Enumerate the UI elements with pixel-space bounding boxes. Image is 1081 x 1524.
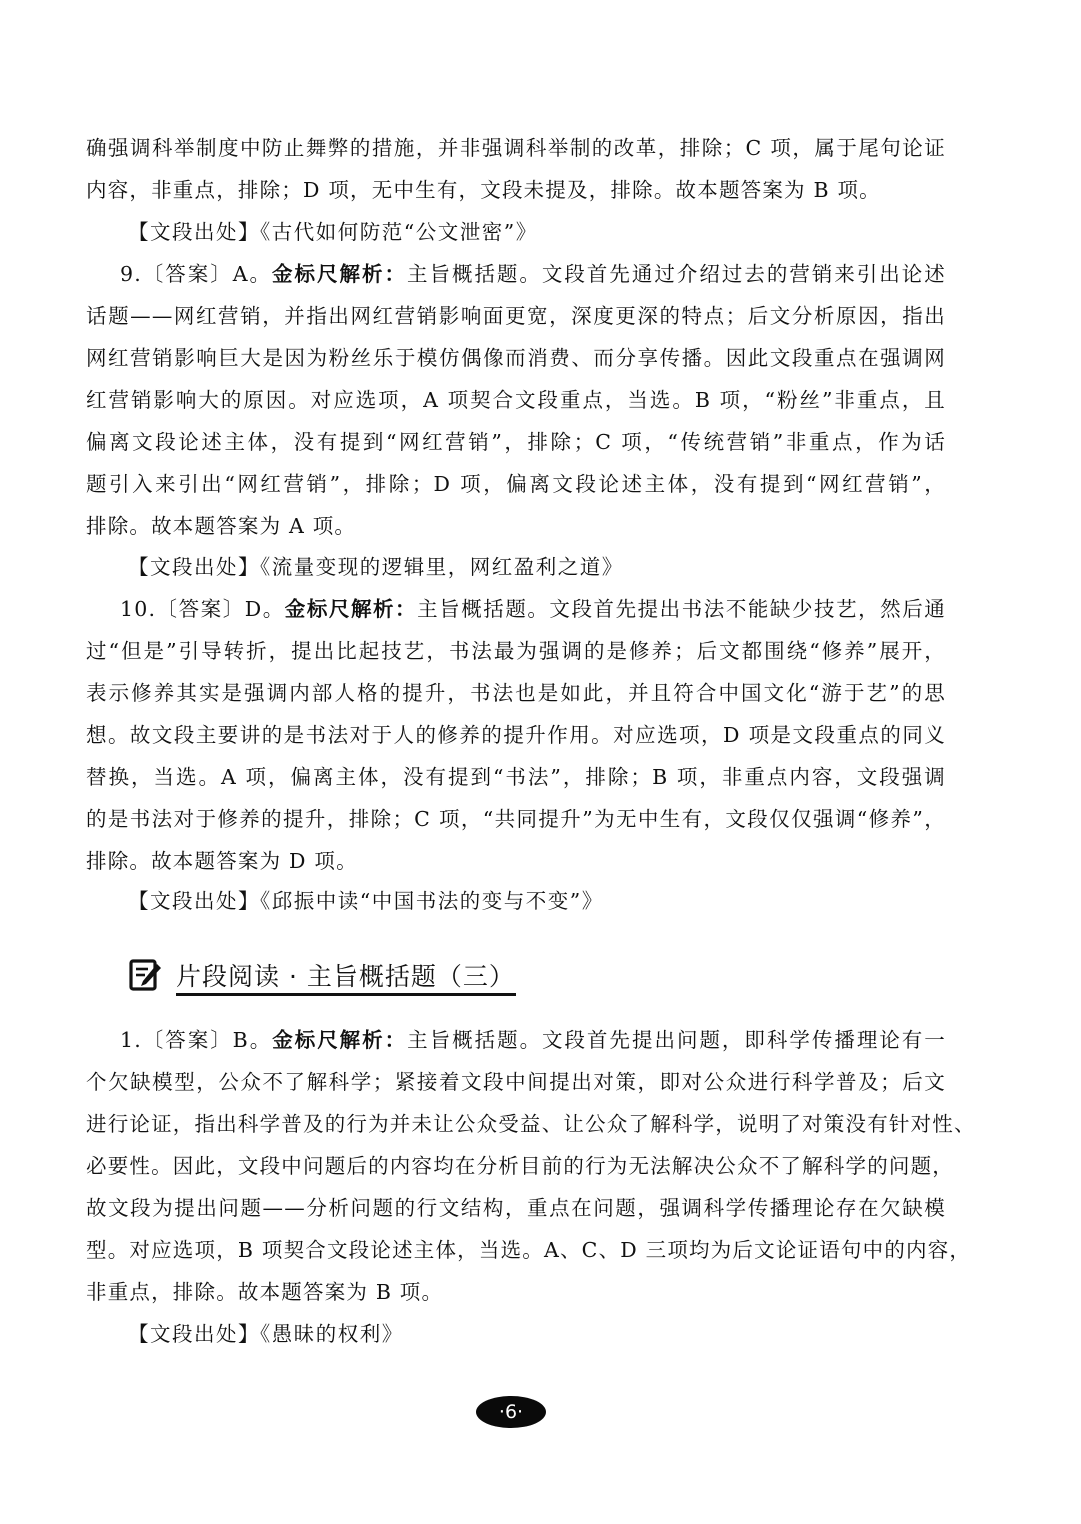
source-citation: 【文段出处】《流量变现的逻辑里，网红盈利之道》 — [128, 555, 624, 579]
analysis-label: 金标尺解析： — [284, 597, 418, 621]
text-line: 必要性。因此，文段中问题后的内容均在分析目前的行为无法解决公众不了解科学的问题， — [86, 1154, 954, 1178]
text-span: 主旨概括题。文段首先提出书法不能缺少技艺，然后通 — [417, 597, 946, 621]
source-citation: 【文段出处】《古代如何防范“公文泄密”》 — [128, 220, 538, 244]
answer-heading-9 — [120, 260, 946, 288]
text-line: 题引入来引出“网红营销”，排除；D 项，偏离文段论述主体，没有提到“网红营销”， — [86, 472, 946, 496]
text-line: 内容，非重点，排除；D 项，无中生有，文段未提及，排除。故本题答案为 B 项。 — [86, 178, 881, 202]
answer-prefix: 1.〔答案〕B。 — [120, 1028, 273, 1052]
answer-prefix: 10.〔答案〕D。 — [120, 597, 285, 621]
answer-prefix: 9.〔答案〕A。 — [120, 262, 273, 286]
text-line: 确强调科举制度中防止舞弊的措施，并非强调科举制的改革，排除；C 项，属于尾句论证 — [86, 136, 946, 160]
answer-heading-1 — [120, 1026, 946, 1054]
text-line: 想。故文段主要讲的是书法对于人的修养的提升作用。对应选项，D 项是文段重点的同义 — [86, 723, 946, 747]
text-line: 型。对应选项，B 项契合文段论述主体，当选。A、C、D 三项均为后文论证语句中的内容， — [86, 1238, 972, 1262]
heading-underline — [176, 993, 516, 996]
edit-note-icon — [128, 958, 162, 992]
page-number: ·6· — [476, 1396, 546, 1428]
text-line: 偏离文段论述主体，没有提到“网红营销”，排除；C 项，“传统营销”非重点，作为话 — [86, 430, 946, 454]
text-line: 的是书法对于修养的提升，排除；C 项，“共同提升”为无中生有，文段仅仅强调“修养”， — [86, 807, 946, 831]
text-line: 表示修养其实是强调内部人格的提升，书法也是如此，并且符合中国文化“游于艺”的思 — [86, 681, 946, 705]
text-span: 主旨概括题。文段首先通过介绍过去的营销来引出论述 — [406, 262, 946, 286]
section-title: 片段阅读 · 主旨概括题（三） — [176, 962, 515, 991]
text-line: 替换，当选。A 项，偏离主体，没有提到“书法”，排除；B 项，非重点内容，文段强调 — [86, 765, 946, 789]
text-line: 进行论证，指出科学普及的行为并未让公众受益、让公众了解科学，说明了对策没有针对性、 — [86, 1112, 976, 1136]
section-heading — [128, 953, 515, 997]
text-line: 非重点，排除。故本题答案为 B 项。 — [86, 1280, 444, 1304]
text-line: 红营销影响大的原因。对应选项，A 项契合文段重点，当选。B 项，“粉丝”非重点，且 — [86, 388, 946, 412]
text-line: 话题——网红营销，并指出网红营销影响面更宽，深度更深的特点；后文分析原因，指出 — [86, 304, 946, 328]
text-line: 故文段为提出问题——分析问题的行文结构，重点在问题，强调科学传播理论存在欠缺模 — [86, 1196, 946, 1220]
text-line: 网红营销影响巨大是因为粉丝乐于模仿偶像而消费、而分享传播。因此文段重点在强调网 — [86, 346, 946, 370]
analysis-label: 金标尺解析： — [272, 262, 407, 286]
answer-heading-10 — [120, 595, 946, 623]
text-line: 个欠缺模型，公众不了解科学；紧接着文段中间提出对策，即对公众进行科学普及；后文 — [86, 1070, 946, 1094]
text-span: 主旨概括题。文段首先提出问题，即科学传播理论有一 — [407, 1028, 946, 1052]
text-line: 过“但是”引导转折，提出比起技艺，书法最为强调的是修养；后文都围绕“修养”展开， — [86, 639, 946, 663]
analysis-label: 金标尺解析： — [272, 1028, 408, 1052]
text-line: 排除。故本题答案为 A 项。 — [86, 514, 357, 538]
text-line: 排除。故本题答案为 D 项。 — [86, 849, 358, 873]
source-citation: 【文段出处】《愚昧的权利》 — [128, 1322, 404, 1346]
source-citation: 【文段出处】《邱振中读“中国书法的变与不变”》 — [128, 889, 604, 913]
